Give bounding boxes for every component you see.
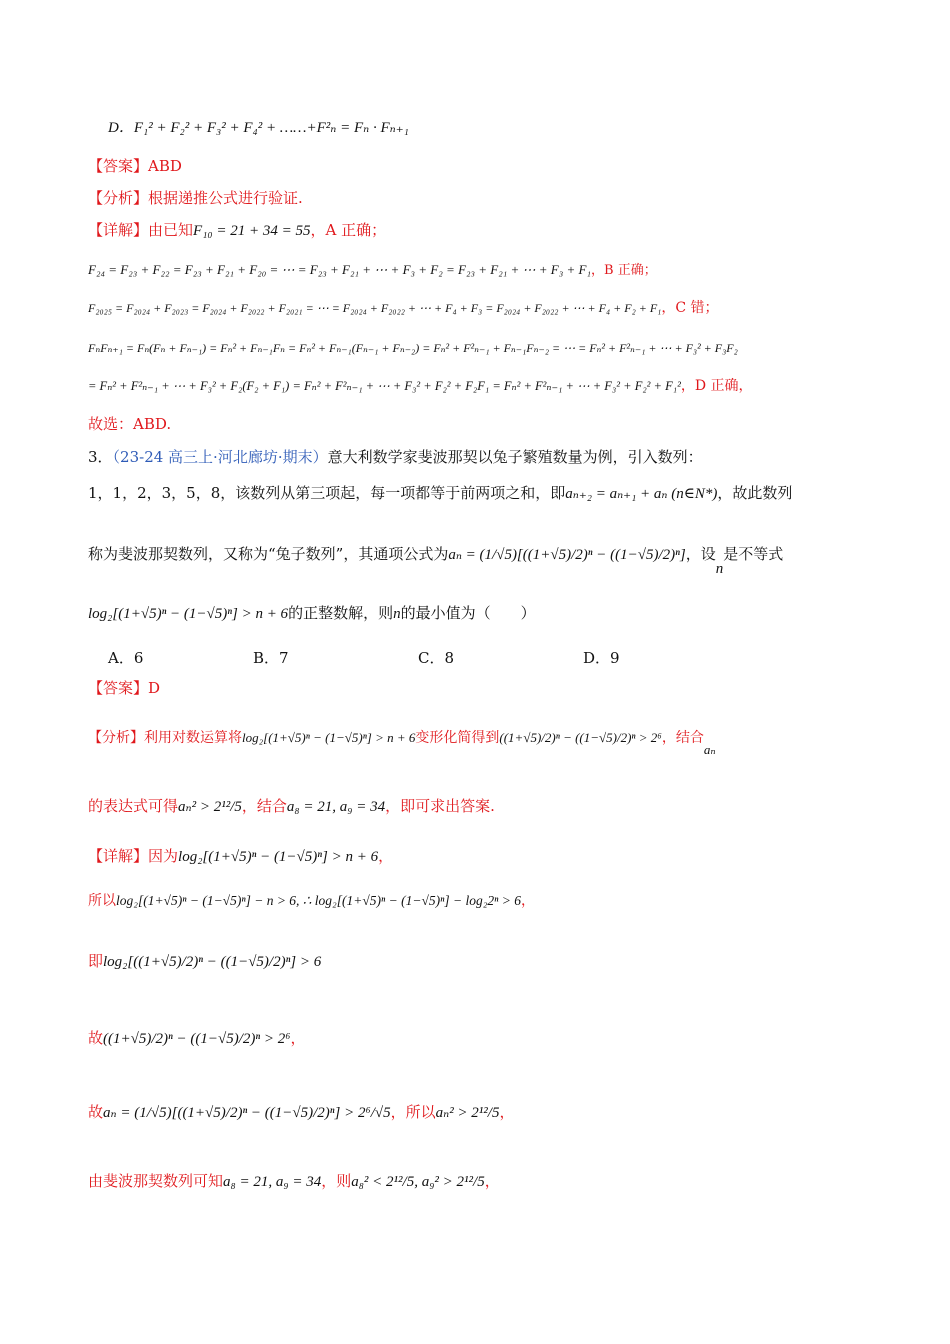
prev-analysis <box>88 189 303 207</box>
q3-detail6-mid: ，则 <box>321 1172 352 1190</box>
q3-detail3: 即 <box>88 952 104 970</box>
q3-stem4b: 的最小值为（ ） <box>400 604 536 622</box>
q3-analysis-an: aₙ <box>703 742 716 757</box>
option-d-text: D．F₁² + F₂² + F₃² + F₄² + ……+F²ₙ = Fₙ · Fₙ₊₁ <box>108 120 409 136</box>
detail-tag: 【详解】 <box>88 221 149 239</box>
line-b-expr: F₂₄ = F₂₃ + F₂₂ = F₂₃ + F₂₁ + F₂₀ = ⋯ = F₂₃ + F₂₁ + ⋯ + F₃ + F₂ = F₂₃ + F₂₁ + ⋯ + F₃ + F₁ <box>88 262 592 277</box>
q3-general-term: aₙ = (1/√5)[((1+√5)/2)ⁿ − ((1−√5)/2)ⁿ] <box>448 547 686 563</box>
answer-tag: 【答案】 <box>88 157 149 175</box>
q3-analysis-tag: 【分析】 <box>88 730 144 746</box>
option-b: B．7 <box>253 649 289 667</box>
q3-stem2b: ，故此数列 <box>717 484 793 502</box>
q3-detail-line6 <box>88 1172 500 1191</box>
prev-line-d1 <box>88 341 738 355</box>
q3-stem2a: 1，1，2，3，5，8，该数列从第三项起，每一项都等于前两项之和，即 <box>88 484 566 502</box>
q3-detail4-expr: ((1+√5)/2)ⁿ − ((1−√5)/2)ⁿ > 2⁶ <box>103 1031 291 1047</box>
q3-stem3c: n <box>715 561 724 577</box>
prev-conclusion <box>88 415 171 433</box>
line-d-result: ，D 正确， <box>680 378 753 394</box>
prev-line-c <box>88 300 719 317</box>
q3-detail6-end: ， <box>484 1172 500 1190</box>
line-c-result: ，C 错； <box>661 300 719 316</box>
q3-detail1-end: ， <box>378 847 394 865</box>
q3-stem-line3 <box>88 545 784 577</box>
q3-analysis1: 利用对数运算将 <box>144 730 242 746</box>
conclusion-text: 故选：ABD. <box>88 415 172 433</box>
q3-stem-line2 <box>88 484 792 503</box>
q3-stem3a: 称为斐波那契数列，又称为“兔子数列”，其通项公式为 <box>88 545 449 563</box>
q3-detail5-expr2: aₙ² > 2¹²/5 <box>435 1105 500 1121</box>
prev-line-b <box>88 262 657 279</box>
q3-detail6: 由斐波那契数列可知 <box>88 1172 224 1190</box>
detail-a-result: ，A 正确； <box>310 221 387 239</box>
q3-detail5-expr: aₙ = (1/√5)[((1+√5)/2)ⁿ − ((1−√5)/2)ⁿ] > 2⁶/√5 <box>103 1105 391 1121</box>
q3-detail-line2 <box>88 893 535 910</box>
detail-expr-a: F₁₀ = 21 + 34 = 55 <box>193 223 311 239</box>
q3-stem3d: 是不等式 <box>723 545 784 563</box>
q3-detail4-end: ， <box>290 1029 306 1047</box>
q3-detail4: 故 <box>88 1029 104 1047</box>
q3-analysis-expr1: log₂[(1+√5)ⁿ − (1−√5)ⁿ] > n + 6 <box>242 730 416 745</box>
line-c-expr: F₂₀₂₅ = F₂₀₂₄ + F₂₀₂₃ = F₂₀₂₄ + F₂₀₂₂ + F₂₀₂₁ = ⋯ = F₂₀₂₄ + F₂₀₂₂ + ⋯ + F₄ + F₃ = F₂₀₂₄ + F₂₀₂₂ + ⋯ + F₄ + F₂ + F₁ <box>88 301 662 315</box>
q3-detail-line4 <box>88 1029 305 1048</box>
q3-number: 3． <box>88 448 113 466</box>
option-a: A．6 <box>108 649 144 667</box>
q3-header <box>88 448 703 466</box>
q3-detail5-mid: ，所以 <box>390 1103 436 1121</box>
q3-analysis2: 变形化简得到 <box>415 730 500 746</box>
q3-detail6-expr: a₈ = 21, a₉ = 34 <box>223 1174 322 1190</box>
q3-detail2-expr: log₂[(1+√5)ⁿ − (1−√5)ⁿ] − n > 6, ∴ log₂[(1+√5)ⁿ − (1−√5)ⁿ] − log₂2ⁿ > 6 <box>116 893 522 908</box>
q3-detail2-end: ， <box>521 893 536 909</box>
option-d: D．9 <box>583 649 620 667</box>
q3-detail-line5 <box>88 1103 515 1122</box>
analysis-tag: 【分析】 <box>88 189 149 207</box>
q3-analysis-line2 <box>88 797 495 816</box>
q3-stem1: 意大利数学家斐波那契以兔子繁殖数量为例，引入数列： <box>327 448 703 466</box>
q3-answer-tag: 【答案】 <box>88 679 149 697</box>
q3-stem4: 的正整数解，则 <box>288 604 394 622</box>
q3-detail1-expr: log₂[(1+√5)ⁿ − (1−√5)ⁿ] > n + 6 <box>178 849 379 865</box>
detail-intro: 由已知 <box>148 221 194 239</box>
q3-analysis5: ，结合 <box>241 797 287 815</box>
q3-detail3-expr: log₂[((1+√5)/2)ⁿ − ((1−√5)/2)ⁿ] > 6 <box>103 954 322 970</box>
prev-detail <box>88 221 386 240</box>
q3-detail1: 因为 <box>148 847 179 865</box>
q3-stem-line4 <box>88 604 536 623</box>
q3-detail5-end: ， <box>499 1103 515 1121</box>
q3-detail-tag: 【详解】 <box>88 847 149 865</box>
q3-source: （23-24 高三上·河北廊坊·期末） <box>112 448 328 466</box>
q3-detail-line3 <box>88 952 321 971</box>
analysis-text: 根据递推公式进行验证. <box>148 189 303 207</box>
line-b-result: ，B 正确； <box>591 263 657 278</box>
prev-answer <box>88 157 182 175</box>
q3-analysis4: 的表达式可得 <box>88 797 179 815</box>
q3-analysis-expr3: aₙ² > 2¹²/5 <box>178 799 242 815</box>
q3-recurrence: aₙ₊₂ = aₙ₊₁ + aₙ (n∈N*) <box>565 486 718 502</box>
q3-inequality: log₂[(1+√5)ⁿ − (1−√5)ⁿ] > n + 6 <box>88 606 289 622</box>
q3-answer-value: D <box>148 679 161 697</box>
q3-detail6-expr2: a₈² < 2¹²/5, a₉² > 2¹²/5 <box>351 1174 485 1190</box>
q3-detail-line1 <box>88 847 393 866</box>
q3-detail5: 故 <box>88 1103 104 1121</box>
answer-value: ABD <box>148 157 182 175</box>
line-d2-expr: = Fₙ² + F²ₙ₋₁ + ⋯ + F₃² + F₂(F₂ + F₁) = Fₙ² + F²ₙ₋₁ + ⋯ + F₃² + F₂² + F₂F₁ = Fₙ² + F²ₙ₋₁ + ⋯ + F₃² + F₂² + F₁² <box>88 379 681 393</box>
option-c: C．8 <box>418 649 455 667</box>
line-d1-expr: FₙFₙ₊₁ = Fₙ(Fₙ + Fₙ₋₁) = Fₙ² + Fₙ₋₁Fₙ = Fₙ² + Fₙ₋₁(Fₙ₋₁ + Fₙ₋₂) = Fₙ² + F²ₙ₋₁ + Fₙ₋₁Fₙ₋₂ = ⋯ = Fₙ² + F²ₙ₋₁ + ⋯ + F₃² + F₃F₂ <box>88 341 738 355</box>
q3-analysis6: ，即可求出答案. <box>385 797 495 815</box>
q3-analysis-expr4: a₈ = 21, a₉ = 34 <box>286 799 386 815</box>
q3-detail2: 所以 <box>88 893 116 909</box>
q3-stem3b: ，设 <box>685 545 716 563</box>
q3-answer <box>88 679 160 697</box>
q3-analysis-expr2: ((1+√5)/2)ⁿ − ((1−√5)/2)ⁿ > 2⁶ <box>499 730 662 745</box>
prev-line-d2 <box>88 378 753 395</box>
option-d-line <box>108 118 409 137</box>
q3-analysis-line1 <box>88 730 716 757</box>
q3-stem4-n: n <box>393 606 401 622</box>
q3-analysis3: ，结合 <box>661 730 704 746</box>
